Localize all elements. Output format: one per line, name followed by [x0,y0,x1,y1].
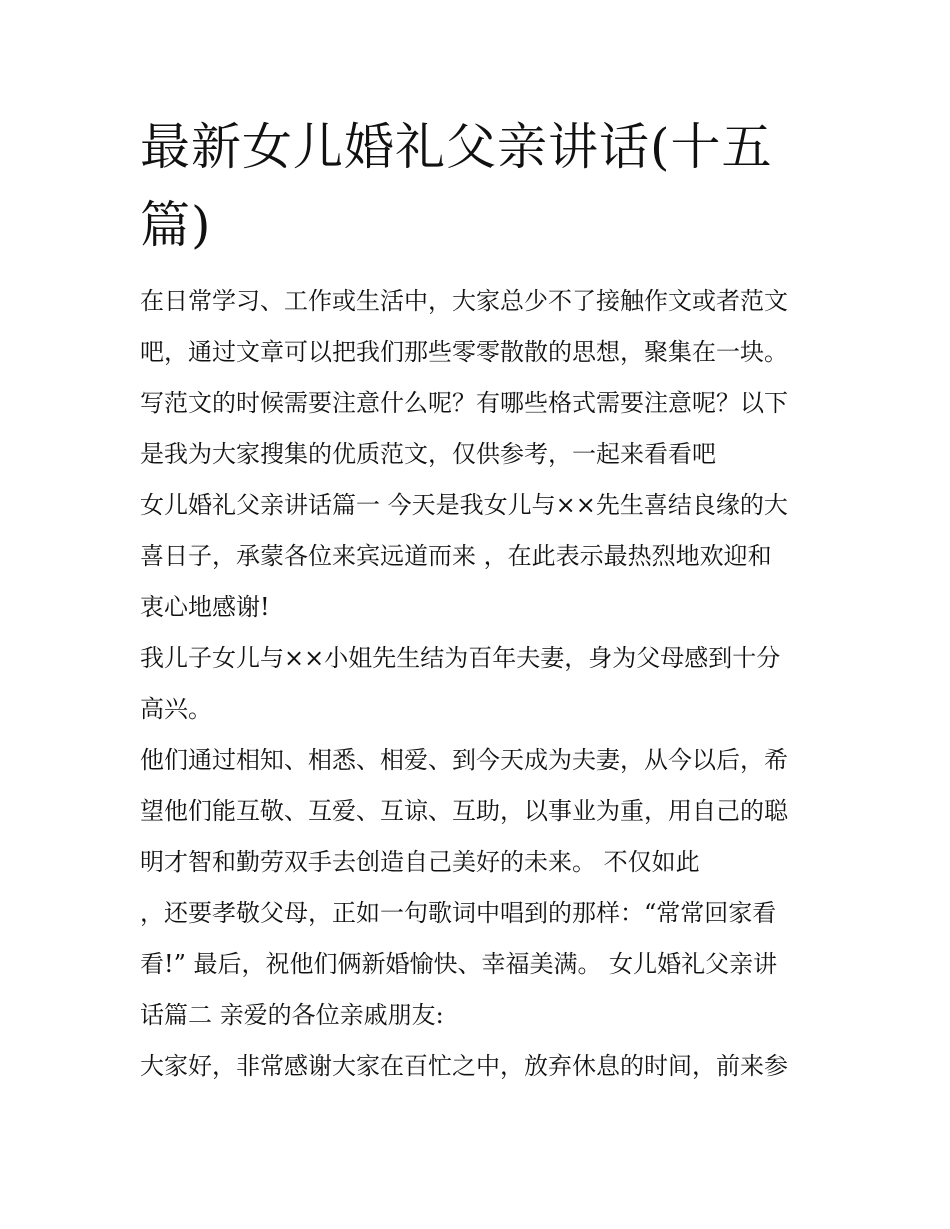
text-line: 喜日子，承蒙各位来宾远道而来 ，在此表示最热烈地欢迎和 [140,542,772,570]
text-line: 写范文的时候需要注意什么呢？有哪些格式需要注意呢？以下 [140,389,788,417]
text-line: 话篇二 亲爱的各位亲戚朋友: [140,1001,444,1029]
title-line: 篇) [140,196,212,254]
text-line: ，还要孝敬父母，正如一句歌词中唱到的那样：“常常回家看 [140,899,777,927]
text-line: 看!” 最后，祝他们俩新婚愉快、幸福美满。 女儿婚礼父亲讲 [140,950,778,978]
text-line: 女儿婚礼父亲讲话篇一 今天是我女儿与××先生喜结良缘的大 [140,491,788,519]
text-line: 高兴。 [140,695,212,723]
text-line: 他们通过相知、相悉、相爱、到今天成为夫妻，从今以后，希 [140,746,788,774]
text-line: 明才智和勤劳双手去创造自己美好的未来。 不仅如此 [140,848,700,876]
text-line: 是我为大家搜集的优质范文，仅供参考，一起来看看吧 [140,440,716,468]
text-line: 我儿子女儿与××小姐先生结为百年夫妻，身为父母感到十分 [140,644,781,672]
document-body [140,276,830,1092]
text-line: 望他们能互敬、互爱、互谅、互助，以事业为重，用自己的聪 [140,797,788,825]
text-line: 在日常学习、工作或生活中，大家总少不了接触作文或者范文 [140,287,788,315]
text-line: 衷心地感谢! [140,593,270,621]
text-line: 大家好，非常感谢大家在百忙之中，放弃休息的时间，前来参 [140,1052,788,1080]
title-line: 最新女儿婚礼父亲讲话(十五 [140,118,773,176]
text-line: 吧，通过文章可以把我们那些零零散散的思想，聚集在一块。 [140,338,788,366]
page-title [140,108,820,264]
